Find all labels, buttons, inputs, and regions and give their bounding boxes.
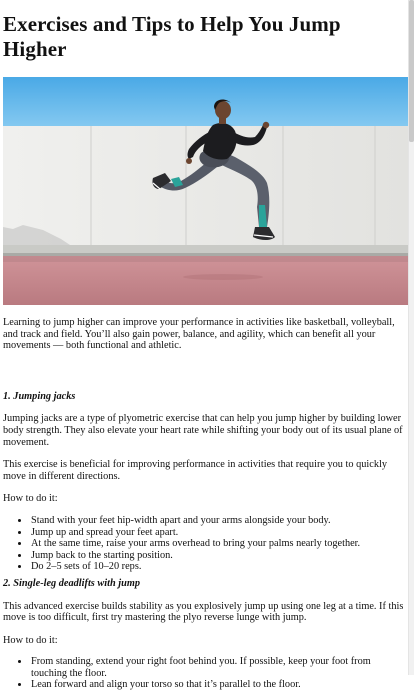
scrollbar-thumb[interactable] — [409, 0, 414, 142]
steps-list — [3, 515, 406, 573]
intro-paragraph: Learning to jump higher can improve your performance in activities like basketball, volleyball, and track and field. You’ll also gain power, balance, and agility, which can benefit all your movements — both functional and athletic. — [3, 317, 395, 352]
list-item: • Do 2–5 sets of 10–20 reps. — [30, 561, 406, 573]
list-item: • Lean forward and align your torso so that it’s parallel to the floor. — [30, 679, 406, 691]
article-title: Exercises and Tips to Help You Jump Higher — [3, 12, 341, 61]
jumping-athlete-photo — [3, 77, 408, 305]
howto-label: How to do it: — [3, 493, 58, 505]
section-heading: 1. Jumping jacks — [3, 390, 76, 402]
list-item: • At the same time, raise your arms overhead to bring your palms nearly together. — [30, 538, 406, 550]
hero-image — [3, 77, 408, 305]
scrollbar[interactable] — [408, 0, 414, 675]
steps-list — [3, 656, 406, 691]
section-paragraph: Jumping jacks are a type of plyometric exercise that can help you jump higher by building lower body strength. They also elevate your heart rate while shifting your body out of its usual plane of movement. — [3, 413, 403, 448]
section-paragraph: This exercise is beneficial for improving performance in activities that require you to quickly move in different directions. — [3, 459, 388, 482]
article-body — [3, 317, 406, 696]
list-item: • Jump back to the starting position. — [30, 550, 406, 562]
list-item: • Stand with your feet hip-width apart and your arms alongside your body. — [30, 515, 406, 527]
list-item: • Jump up and spread your feet apart. — [30, 527, 406, 539]
howto-label: How to do it: — [3, 634, 58, 646]
section-heading: 2. Single-leg deadlifts with jump — [3, 577, 141, 589]
list-item: • From standing, extend your right foot behind you. If possible, keep your foot from touching the floor. — [30, 656, 406, 679]
section-paragraph: This advanced exercise builds stability as you explosively jump up using one leg at a time. If this move is too difficult, first try mastering the plyo reverse lunge with jump. — [3, 600, 404, 624]
